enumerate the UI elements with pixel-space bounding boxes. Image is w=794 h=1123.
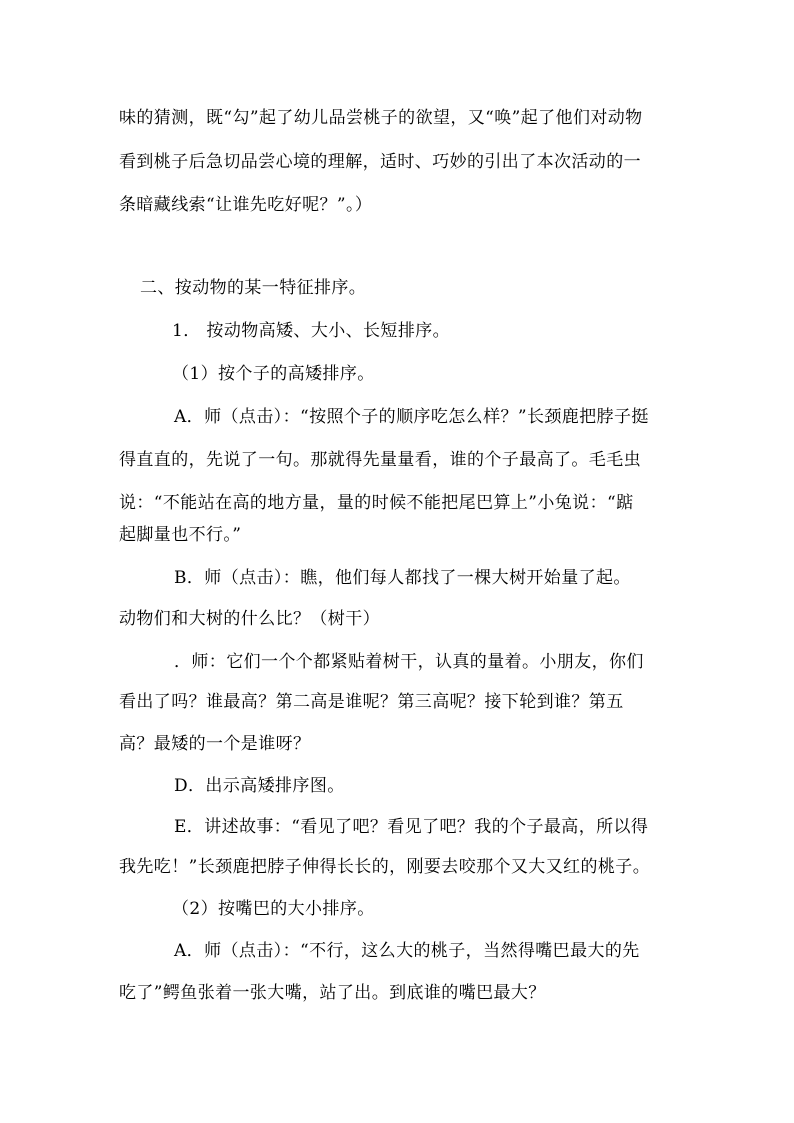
para-a2-line-1: A．师（点击）：“不行，这么大的桃子，当然得嘴巴最大的先 <box>174 941 640 961</box>
para-e-line-1: E．讲述故事：“看见了吧？看见了吧？我的个子最高，所以得 <box>174 817 649 837</box>
para-e-line-2: 我先吃！”长颈鹿把脖子伸得长长的，刚要去咬那个又大又红的桃子。 <box>119 857 651 877</box>
intro-line-1: 味的猜测，既“勾”起了幼儿品尝桃子的欲望，又“唤”起了他们对动物 <box>119 108 643 128</box>
item-1-heading: 1． 按动物高矮、大小、长短排序。 <box>172 321 451 341</box>
para-a-line-3: 说：“不能站在高的地方量，量的时候不能把尾巴算上”小兔说：“踮 <box>119 493 634 513</box>
para-d: D．出示高矮排序图。 <box>174 776 345 796</box>
para-a-line-1: A．师（点击）：“按照个子的顺序吃怎么样？”长颈鹿把脖子挺 <box>174 407 649 427</box>
para-a2-line-2: 吃了”鳄鱼张着一张大嘴，站了出。到底谁的嘴巴最大？ <box>119 983 546 1003</box>
intro-line-3: 条暗藏线索“让谁先吃好呢？”。） <box>119 195 373 215</box>
para-c-line-3: 高？最矮的一个是谁呀？ <box>119 734 311 754</box>
para-a-line-2: 得直直的，先说了一句。那就得先量量看，谁的个子最高了。毛毛虫 <box>119 450 641 470</box>
para-c-line-2: 看出了吗？谁最高？第二高是谁呢？第三高呢？接下轮到谁？第五 <box>119 692 624 712</box>
para-b-line-1: B．师（点击）：瞧，他们每人都找了一棵大树开始量了起。 <box>174 568 631 588</box>
sub-1-heading: （1）按个子的高矮排序。 <box>172 364 375 384</box>
intro-line-2: 看到桃子后急切品尝心境的理解，适时、巧妙的引出了本次活动的一 <box>119 152 641 172</box>
para-c-line-1: ．师：它们一个个都紧贴着树干，认真的量着。小朋友，你们 <box>174 652 644 672</box>
para-a-line-4: 起脚量也不行。” <box>119 525 242 545</box>
para-b-line-2: 动物们和大树的什么比？（树干） <box>119 609 380 629</box>
sub-2-heading: （2）按嘴巴的大小排序。 <box>172 899 375 919</box>
section-title: 二、按动物的某一特征排序。 <box>140 278 367 298</box>
